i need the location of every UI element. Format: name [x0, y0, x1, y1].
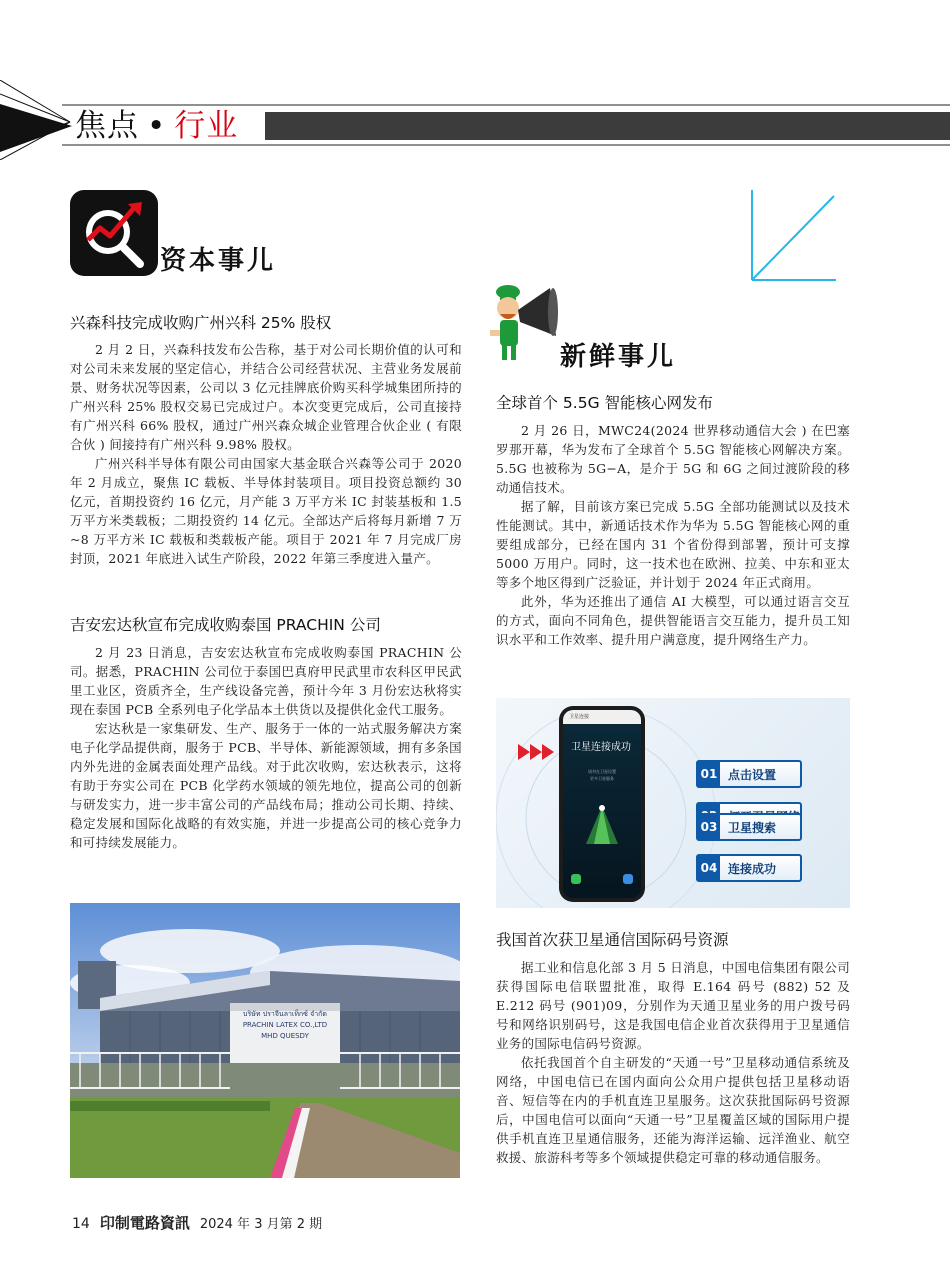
article-paragraph: 据工业和信息化部 3 月 5 日消息，中国电信集团有限公司获得国际电信联盟批准，取得 E.164 码号 (882) 52 及 E.212 码号 (901)09，分别作为天通卫星业务的用户拨号码号和网络识别码号，这是我国电信企业首次获得用于卫星通信业务的国际电信码号资源。 [496, 960, 850, 1051]
article-body [70, 643, 462, 852]
step-03 [696, 813, 802, 841]
phone-frame [559, 706, 645, 902]
factory-sign [230, 1009, 340, 1042]
fresh-section-title: 新鲜事儿 [560, 342, 677, 372]
section-header-sep: • [147, 108, 167, 144]
page-footer [72, 1212, 322, 1233]
magazine-name: 印制電路資訊 [99, 1214, 190, 1232]
article-paragraph: 此外，华为还推出了通信 AI 大模型，可以通过语言交互的方式，面向不同角色，提供智能语言交互能力，提升员工知识水平和工作效率、提升用户满意度，提升网络生产力。 [496, 594, 850, 647]
phone-top-bar: 卫星连接 [563, 710, 641, 724]
step-number: 04 [698, 856, 720, 880]
article-body [496, 958, 850, 1167]
phone-screen [563, 710, 641, 898]
article-paragraph: 2 月 26 日，MWC24(2024 世界移动通信大会 ) 在巴塞罗那开幕，华为发布了全球首个 5.5G 智能核心网解决方案。5.5G 也被称为 5G−A，是介于 5G 和 6G 之间过渡阶段的移动通信技术。 [496, 423, 850, 495]
phone-sub1: 请勿在卫星设置 [588, 769, 616, 774]
step-04 [696, 854, 802, 882]
phone-call-icon [571, 874, 581, 884]
article-title: 兴森科技完成收购广州兴科 25% 股权 [70, 314, 332, 332]
issue-label: 2024 年 3 月第 2 期 [199, 1217, 323, 1232]
article-paragraph: 宏达秋是一家集研发、生产、服务于一体的一站式服务解决方案电子化学品提供商，服务于 PCB、半导体、新能源领域，拥有多条国内外先进的金属表面处理产品线。对于此次收购，宏达秋表示，这将有助于夯实公司在 PCB 化学药水领域的领先地位，提高公司的创新与研发实力，进一步丰富公司的产品线布局；推动公司长期、持续、稳定发展和国际化战略的有效实施，并进一步提高公司的核心竞争力和可持续发展能力。 [70, 721, 462, 850]
phone-subtext [563, 768, 641, 782]
page-number: 14 [72, 1216, 90, 1232]
article-title: 全球首个 5.5G 智能核心网发布 [496, 394, 714, 412]
article-title: 我国首次获卫星通信国际码号资源 [496, 931, 729, 949]
phone-sub2: 更多卫星服务 [590, 776, 614, 781]
article-paragraph: 2 月 23 日消息，吉安宏达秋宣布完成收购泰国 PRACHIN 公司。据悉，PRACHIN 公司位于泰国巴真府甲民武里市农科区甲民武里工业区，资质齐全，生产线设备完善，预计今年 3 月份宏达秋将实现在泰国 PCB 全系列电子化学品本土供货以及提供化金代工服务。 [70, 645, 462, 717]
section-header-right: 行业 [174, 108, 239, 144]
article-paragraph: 广州兴科半导体有限公司由国家大基金联合兴森等公司于 2020 年 2 月成立，聚焦 IC 载板、半导体封装项目。项目投资总额约 30 亿元，首期投资约 16 亿元，月产能 3 万平方米 IC 封装基板和 1.5 万平方米类载板；二期投资约 14 亿元。全部达产后将每月新增 7 万 ~8 万平方米 IC 载板和类载板产能。项目于 2021 年 7 月完成厂房封顶，2021 年底进入试生产阶段，2022 年第三季度进入量产。 [70, 456, 462, 566]
step-number: 01 [698, 762, 720, 786]
capital-badge-icon [70, 190, 160, 278]
corner-decoration-icon [750, 190, 836, 282]
signal-cone-icon [582, 800, 622, 850]
step-number: 03 [698, 815, 720, 839]
megaphone-mascot-icon [490, 280, 560, 370]
factory-sign-line2: PRACHIN LATEX CO.,LTD [242, 1021, 328, 1029]
capital-section-title: 资本事儿 [160, 246, 277, 276]
section-header [75, 104, 238, 148]
article-title: 吉安宏达秋宣布完成收购泰国 PRACHIN 公司 [70, 616, 381, 634]
phone-message-icon [623, 874, 633, 884]
factory-sign-line3: MHD QUESDY [261, 1032, 309, 1040]
section-header-left: 焦点 [75, 108, 139, 144]
step-label: 点击设置 [728, 767, 777, 782]
header-arrow-icon [0, 104, 72, 152]
phone-status: 卫星连接成功 [571, 742, 631, 753]
article-body [70, 340, 462, 568]
step-label: 卫星搜索 [728, 820, 777, 835]
factory-sign-line1: บริษัท ปราจีนลาเท็กซ์ จำกัด [243, 1010, 327, 1018]
article-paragraph: 据了解，目前该方案已完成 5.5G 全部功能测试以及技术性能测试。其中，新通话技术作为华为 5.5G 智能核心网的重要组成部分，已经在国内 31 个省份得到部署，预计可支撑 5000 万用户。同时，这一技术也在欧洲、拉美、中东和亚太等多个地区得到广泛验证，并计划于 2024 年正式商用。 [496, 499, 850, 590]
satellite-phone-graphic [496, 698, 850, 908]
article-paragraph: 依托我国首个自主研发的“天通一号”卫星移动通信系统及网络，中国电信已在国内面向公众用户提供包括卫星移动语音、短信等在内的手机直连卫星服务。这次获批国际码号资源后，中国电信可以面向“天通一号”卫星覆盖区域的国际用户提供手机直连卫星通信服务，还能为海洋运输、远洋渔业、航空救援、旅游科考等多个领域提供稳定可靠的移动通信服务。 [496, 1055, 850, 1165]
article-body [496, 421, 850, 649]
step-01 [696, 760, 802, 788]
step-label: 连接成功 [728, 861, 777, 876]
article-paragraph: 2 月 2 日，兴森科技发布公告称，基于对公司长期价值的认可和对公司未来发展的坚定信心，并结合公司经营状况、主营业务发展前景、财务状况等因素，公司以 3 亿元挂牌底价购买科学城集团所持的广州兴科 25% 股权交易已完成过户。本次变更完成后，公司直接持有广州兴科 66% 股权，通过广州兴森众城企业管理合伙企业 ( 有限合伙 ) 间接持有广州兴科 9.98% 股权。 [70, 342, 462, 452]
header-bar [265, 112, 950, 140]
factory-photo [70, 903, 460, 1178]
